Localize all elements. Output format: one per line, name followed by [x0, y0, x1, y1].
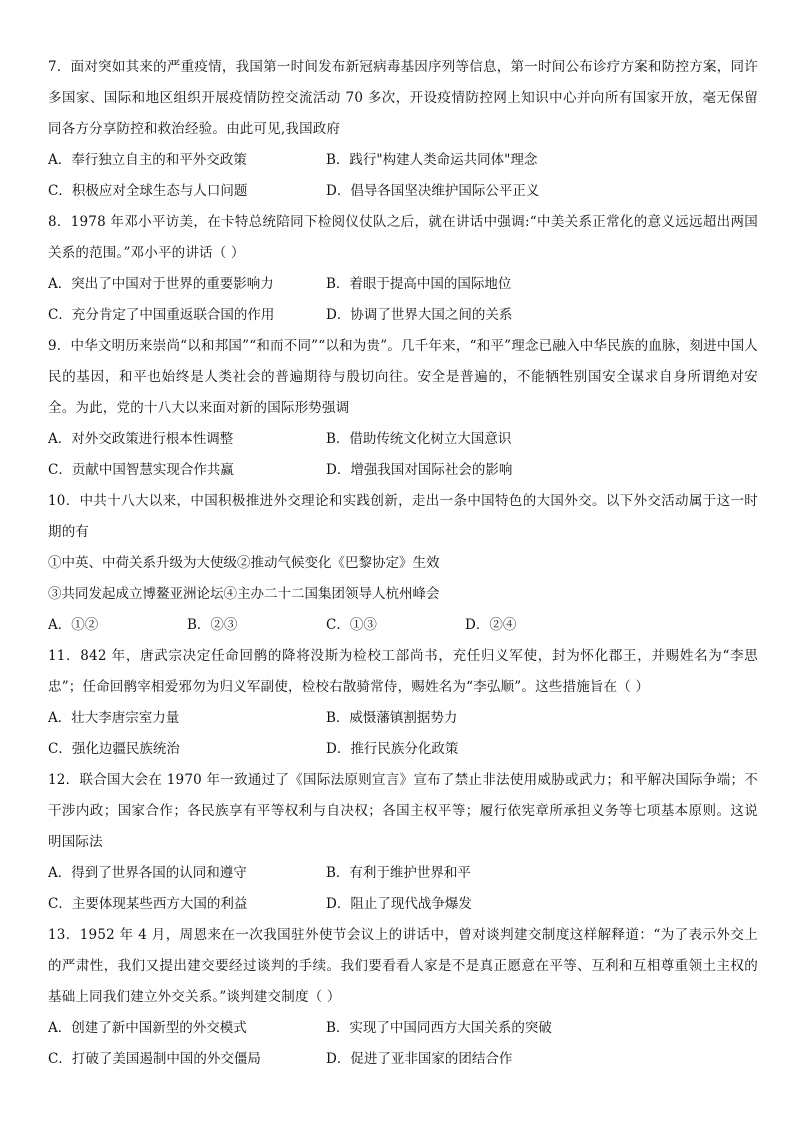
question-stem: 12．联合国大会在 1970 年一致通过了《国际法原则宣言》宣布了禁止非法使用威胁或武力；和平解决国际争端；不干涉内政；国家合作；各民族享有平等权利与自决权；各国主权平等；履行依宪章所承担义务等七项基本原则。这说明国际法	[48, 772, 758, 850]
option-a: A．突出了中国对于世界的重要影响力	[48, 276, 274, 292]
option-d: D．增强我国对国际社会的影响	[326, 462, 513, 478]
option-b: B．②③	[187, 617, 238, 633]
option-d: D．推行民族分化政策	[326, 741, 459, 757]
statement-line: ③共同发起成立博鳌亚洲论坛④主办二十二国集团领导人杭州峰会	[48, 586, 440, 602]
question-12	[48, 765, 758, 920]
options-group	[48, 858, 758, 920]
question-stem: 11．842 年，唐武宗决定任命回鹘的降将没斯为检校工部尚书，充任归义军使，封为怀化郡王，并赐姓名为“李思忠”；任命回鹘宰相爱邪勿为归义军副使，检校右散骑常侍，赐姓名为“李弘顺”。这些措施旨在（ ）	[48, 648, 758, 695]
option-d: D．协调了世界大国之间的关系	[326, 307, 513, 323]
option-c: C．主要体现某些西方大国的利益	[48, 896, 248, 912]
option-c: C．①③	[326, 617, 377, 633]
option-d: D．②④	[465, 617, 517, 633]
option-d: D．促进了亚非国家的团结合作	[326, 1051, 513, 1067]
option-d: D．倡导各国坚决维护国际公平正义	[326, 183, 540, 199]
option-b: B．有利于维护世界和平	[326, 865, 471, 881]
question-9	[48, 331, 758, 486]
options-group	[48, 703, 758, 765]
question-13	[48, 920, 758, 1075]
option-a: A．壮大李唐宗室力量	[48, 710, 180, 726]
options-group	[48, 610, 758, 641]
option-c: C．充分肯定了中国重返联合国的作用	[48, 307, 275, 323]
question-stem: 13．1952 年 4 月，周恩来在一次我国驻外使节会议上的讲话中，曾对谈判建交制度这样解释道：“为了表示外交上的严肃性，我们又提出建交要经过谈判的手续。我们要看看人家是不是真正愿意在平等、互利和互相尊重领土主权的基础上同我们建立外交关系。”谈判建交制度（ ）	[48, 927, 758, 1005]
option-c: C．强化边疆民族统治	[48, 741, 180, 757]
option-a: A．奉行独立自主的和平外交政策	[48, 152, 247, 168]
option-a: A．得到了世界各国的认同和遵守	[48, 865, 247, 881]
option-a: A．对外交政策进行根本性调整	[48, 431, 234, 447]
exam-page	[48, 52, 758, 1075]
options-group	[48, 424, 758, 486]
options-group	[48, 1013, 758, 1075]
question-7	[48, 52, 758, 207]
option-b: B．威慑藩镇割据势力	[326, 710, 458, 726]
options-group	[48, 269, 758, 331]
option-c: C．贡献中国智慧实现合作共赢	[48, 462, 234, 478]
option-b: B．着眼于提高中国的国际地位	[326, 276, 512, 292]
question-10	[48, 486, 758, 641]
option-a: A．创建了新中国新型的外交模式	[48, 1020, 247, 1036]
options-group	[48, 145, 758, 207]
option-a: A．①②	[48, 617, 99, 633]
question-stem: 7．面对突如其来的严重疫情，我国第一时间发布新冠病毒基因序列等信息，第一时间公布诊疗方案和防控方案，同许多国家、国际和地区组织开展疫情防控交流活动 70 多次，开设疫情防控网上知识中心并向所有国家开放，毫无保留同各方分享防控和救治经验。由此可见,我国政府	[48, 59, 758, 137]
option-b: B．实现了中国同西方大国关系的突破	[326, 1020, 552, 1036]
question-stem: 9．中华文明历来崇尚“以和邦国”“和而不同”“以和为贵”。几千年来，“和平”理念已融入中华民族的血脉，刻进中国人民的基因，和平也始终是人类社会的普遍期待与殷切向往。安全是普遍的，不能牺牲别国安全谋求自身所谓绝对安全。为此，党的十八大以来面对新的国际形势强调	[48, 338, 758, 416]
question-stem: 8．1978 年邓小平访美，在卡特总统陪同下检阅仪仗队之后，就在讲话中强调:“中美关系正常化的意义远远超出两国关系的范围。”邓小平的讲话（ ）	[48, 214, 758, 261]
question-8	[48, 207, 758, 331]
statement-line: ①中英、中荷关系升级为大使级②推动气候变化《巴黎协定》生效	[48, 555, 440, 571]
option-c: C．积极应对全球生态与人口问题	[48, 183, 248, 199]
question-11	[48, 641, 758, 765]
option-d: D．阻止了现代战争爆发	[326, 896, 472, 912]
option-b: B．借助传统文化树立大国意识	[326, 431, 512, 447]
question-stem: 10．中共十八大以来，中国积极推进外交理论和实践创新，走出一条中国特色的大国外交。以下外交活动属于这一时期的有	[48, 493, 758, 540]
option-c: C．打破了美国遏制中国的外交僵局	[48, 1051, 261, 1067]
option-b: B．践行"构建人类命运共同体"理念	[326, 152, 538, 168]
